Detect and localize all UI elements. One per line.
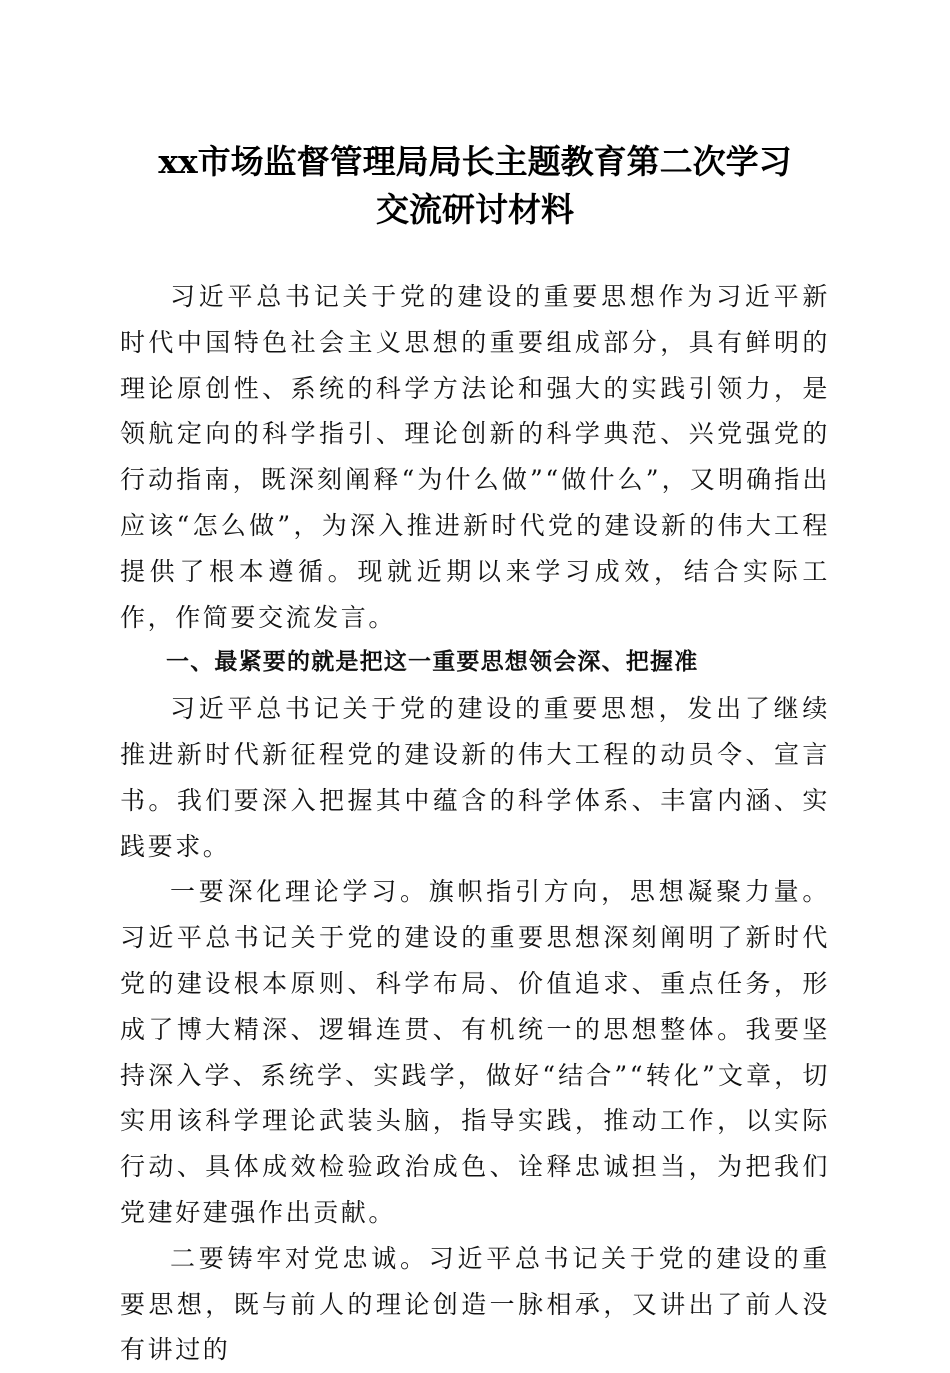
- title-line-2: 交流研讨材料: [376, 190, 574, 229]
- paragraph-section-1-intro: 习近平总书记关于党的建设的重要思想，发出了继续推进新时代新征程党的建设新的伟大工程的动员令、宣言书。我们要深入把握其中蕴含的科学体系、丰富内涵、实践要求。: [120, 694, 830, 861]
- paragraph-theory-study: 一要深化理论学习。旗帜指引方向，思想凝聚力量。习近平总书记关于党的建设的重要思想深刻阐明了新时代党的建设根本原则、科学布局、价值追求、重点任务，形成了博大精深、逻辑连贯、有机统一的思想整体。我要坚持深入学、系统学、实践学，做好“结合”“转化”文章，切实用该科学理论武装头脑，指导实践，推动工作，以实际行动、具体成效检验政治成色、诠释忠诚担当，为把我们党建好建强作出贡献。: [120, 877, 830, 1227]
- paragraph-intro: 习近平总书记关于党的建设的重要思想作为习近平新时代中国特色社会主义思想的重要组成部分，具有鲜明的理论原创性、系统的科学方法论和强大的实践引领力，是领航定向的科学指引、理论创新的科学典范、兴党强党的行动指南，既深刻阐释“为什么做”“做什么”，又明确指出应该“怎么做”，为深入推进新时代党的建设新的伟大工程提供了根本遵循。现就近期以来学习成效，结合实际工作，作简要交流发言。: [120, 282, 830, 632]
- paragraph-loyalty: 二要铸牢对党忠诚。习近平总书记关于党的建设的重要思想，既与前人的理论创造一脉相承，又讲出了前人没有讲过的: [120, 1243, 830, 1365]
- document-title: [0, 138, 950, 234]
- title-line-1: xx市场监督管理局局长主题教育第二次学习: [158, 142, 792, 181]
- section-heading-1: 一、最紧要的就是把这一重要思想领会深、把握准: [166, 649, 699, 676]
- document-body: [120, 274, 830, 1373]
